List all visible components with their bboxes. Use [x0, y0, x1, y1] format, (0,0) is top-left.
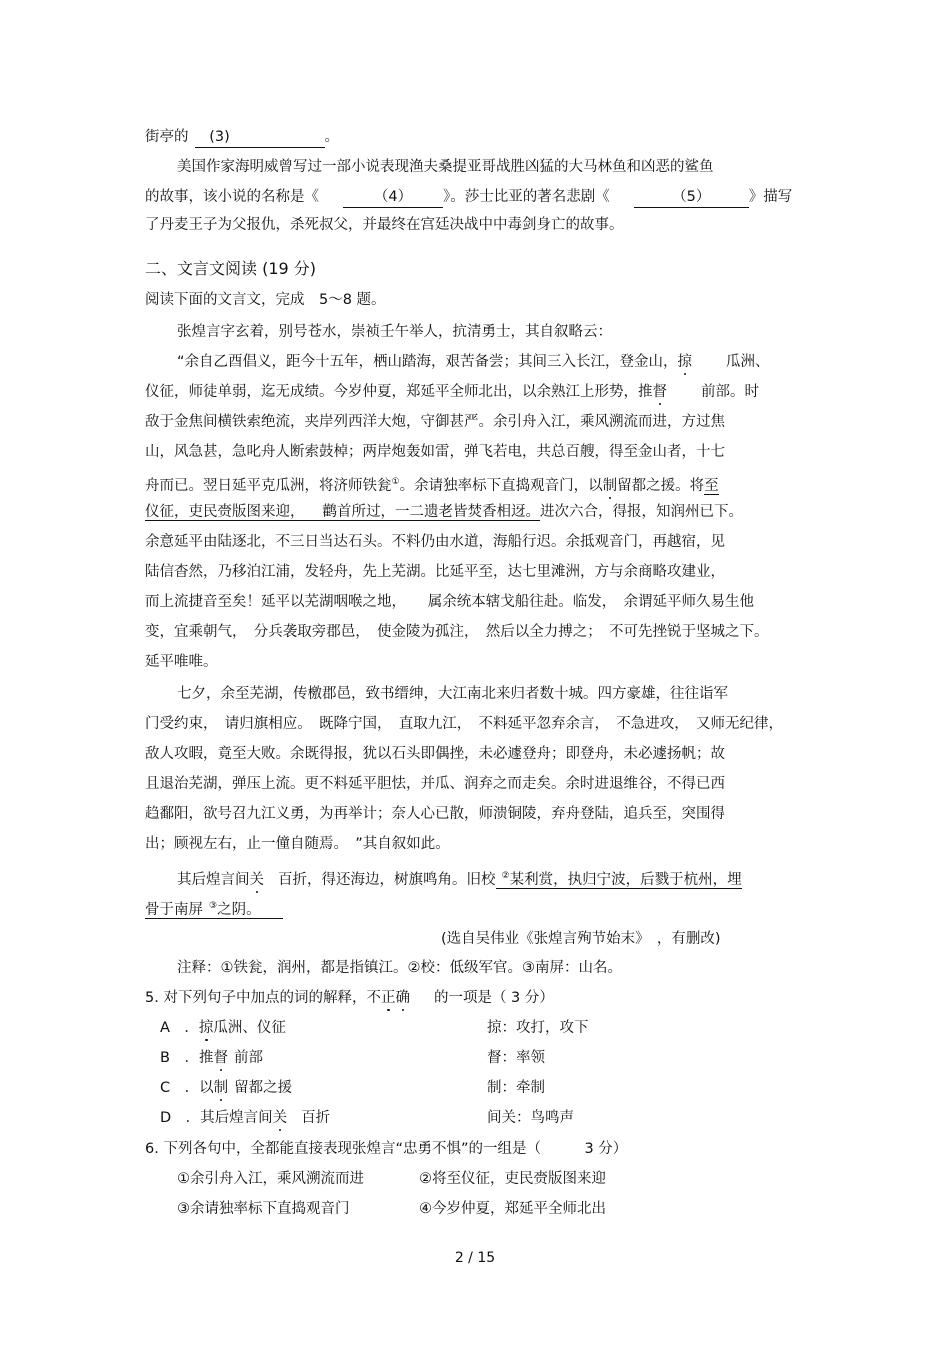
note-marker-1: ①: [391, 477, 400, 487]
passage-text: 瓜洲、: [726, 354, 770, 370]
underlined-sentence: [145, 902, 283, 919]
section-2-title: 二、文言文阅读 (19 分): [145, 259, 317, 278]
dotted-char-zhi: 制: [602, 478, 618, 494]
dotted-char: 确: [395, 990, 410, 1006]
q5-option-b[interactable]: [160, 1048, 263, 1068]
blank-3-line: [145, 127, 339, 148]
underlined-text: 之阴。: [217, 902, 261, 918]
dotted-char: 制: [213, 1080, 229, 1096]
q6-item-2: ②将至仪征，吏民赍版图来迎: [419, 1171, 606, 1187]
blank-5-field: （5）: [634, 187, 749, 208]
option-text: 百折: [301, 1110, 331, 1126]
passage-line-19: [145, 896, 283, 920]
underlined-sentence: 仪征，吏民赍版图来迎，: [145, 504, 305, 520]
passage-text: 进次六合，得报，知润州已下。: [540, 504, 743, 520]
underlined-sentence: [496, 872, 742, 889]
dotted-char: 关: [272, 1110, 288, 1126]
q5-option-d-explanation: 间关：鸟鸣声: [487, 1110, 574, 1126]
passage-line-1: [177, 352, 770, 372]
q5-option-d[interactable]: [160, 1108, 330, 1128]
option-text: 瓜洲、仪征: [213, 1020, 286, 1036]
note-marker-2: ②: [501, 871, 510, 881]
passage-source: (选自吴伟业《张煌言殉节始末》 ，有删改): [441, 931, 721, 947]
passage-line-10: 变，宜乘朝气， 分兵袭取旁郡邑， 使金陵为孤注， 然后以全力搏之； 不可先挫锐于坚城之下。: [145, 624, 769, 640]
passage-line-3: 敌于金焦间横铁索绝流，夹岸列西洋大炮，守御甚严。余引舟入江，乘风溯流而进，方过焦: [145, 414, 725, 430]
hemingway-text-a: 的故事，该小说的名称是《: [145, 189, 319, 205]
passage-line-18: [177, 866, 742, 890]
underlined-sentence: 鹳首所过，一二遗老皆焚香相迓。: [305, 504, 541, 521]
question-6-stem: 6. 下列各句中，全都能直接表现张煌言“忠勇不惧”的一组是（ 3 分）: [145, 1141, 628, 1157]
dotted-char-guan: 关: [249, 872, 264, 888]
passage-line-17: 出；顾视左右，止一僮自随焉。 ”其自叙如此。: [145, 836, 450, 852]
hemingway-line-3: 了丹麦王子为父报仇，杀死叔父，并最终在宫廷决战中中毒剑身亡的故事。: [145, 217, 624, 233]
hemingway-line-1: 美国作家海明威曾写过一部小说表现渔夫桑提亚哥战胜凶猛的大马林鱼和凶恶的鲨鱼: [177, 159, 714, 175]
blank-3-prefix: 街亭的: [145, 129, 189, 145]
q6-item-1: ①余引舟入江，乘风溯流而进: [177, 1171, 364, 1187]
passage-line-9: 而上流捷音至矣！延平以芜湖咽喉之地， 属余统本辖戈船往赴。临发， 余谓延平师久易生他: [145, 594, 754, 610]
question-5-stem: [145, 988, 554, 1008]
passage-line-5: [145, 472, 719, 496]
hemingway-text-b: 》。莎士比亚的著名悲剧《: [443, 189, 610, 205]
q5-option-c[interactable]: [160, 1078, 292, 1098]
passage-line-7: 余意延平由陆逐北，不三日当达石头。不料仍由水道，海船行迟。余抵观音门，再越宿，见: [145, 534, 725, 550]
passage-line-11: 延平唯唯。: [145, 654, 218, 670]
passage-text: 前部。时: [701, 384, 759, 400]
passage-intro: 张煌言字玄着，别号苍水，崇祯壬午举人，抗清勇士，其自叙略云：: [177, 324, 612, 340]
dotted-char: 正: [380, 990, 396, 1006]
q5-stem-text: 的一项是（ 3 分）: [433, 990, 554, 1006]
q5-stem-text: 5. 对下列句子中加点的词的解释，不: [145, 990, 381, 1006]
q5-option-b-explanation: 督：率领: [487, 1050, 545, 1066]
passage-line-15: 且退治芜湖，弹压上流。更不料延平胆怯，并瓜、润弃之而走矣。余时进退维谷，不得已西: [145, 776, 725, 792]
passage-text: 。余请独率标下直捣观音门，以: [399, 478, 603, 494]
option-label: A ．: [160, 1020, 199, 1036]
dotted-char-lue: 掠: [677, 354, 693, 370]
dotted-char: 掠: [198, 1020, 214, 1036]
underlined-text: 骨于南屏: [145, 902, 203, 918]
q6-item-3: ③余请独率标下直捣观音门: [177, 1201, 350, 1217]
underlined-text: 某利赏，执归宁波，后戮于杭州，埋: [509, 872, 742, 888]
option-text: 留都之援: [234, 1080, 293, 1096]
hemingway-text-c: 》描写: [748, 189, 793, 205]
dotted-char: 督: [213, 1050, 228, 1066]
dotted-char-du: 督: [652, 384, 667, 400]
underlined-text: 至: [704, 478, 719, 494]
passage-text: 其后煌言间: [177, 872, 250, 888]
passage-line-8: 陆信杳然，乃移泊江浦，发轻舟，先上芜湖。比延平至，达七里滩洲，方与余商略攻建业，: [145, 564, 725, 580]
passage-line-4: 山，风急甚，急叱舟人断索鼓棹；两岸炮轰如雷，弹飞若电，共总百艘，得至金山者，十七: [145, 444, 725, 460]
passage-text: 仪征，师徒单弱，迄无成绩。今岁仲夏，郑延平全师北出，以余熟江上形势，推: [145, 384, 653, 400]
passage-notes: 注释：①铁瓮，润州，都是指镇江。②校：低级军官。③南屏：山名。: [177, 960, 622, 976]
passage-line-16: 趋鄱阳，欲号召九江义勇，为再举计；奈人心已散，师溃铜陵，弃舟登陆，追兵至，突围得: [145, 806, 725, 822]
option-label: D ．其后煌言间: [160, 1110, 273, 1126]
page-number: 2 / 15: [454, 1250, 496, 1266]
passage-line-14: 敌人攻暇，竟至大败。余既得报，犹以石头即偶挫，未必遽登舟；即登舟，未必遽扬帆；故: [145, 746, 725, 762]
q6-item-4: ④今岁仲夏，郑延平全师北出: [419, 1201, 606, 1217]
q5-option-c-explanation: 制：牵制: [487, 1080, 545, 1096]
blank-4-field: （4）: [343, 187, 443, 208]
blank-3-label: (3): [209, 129, 230, 145]
passage-line-13: 门受约束， 请归旗相应。 既降宁国， 直取九江， 不料延平忽弃余言， 不急进攻， 又师无纪律，: [145, 716, 783, 732]
blank-3-field: [195, 127, 325, 148]
q5-option-a-explanation: 掠：攻打，攻下: [487, 1020, 589, 1036]
q5-option-a[interactable]: [160, 1018, 286, 1038]
hemingway-line-2: [145, 187, 792, 208]
passage-line-2: [145, 382, 759, 402]
blank-3-suffix: 。: [324, 129, 339, 145]
passage-text: 百折，得还海边，树旗鸣角。旧校: [278, 872, 496, 888]
passage-line-6: [145, 502, 743, 522]
section-2-instruction: 阅读下面的文言文，完成 5～8 题。: [145, 292, 386, 308]
passage-text: 舟而已。翌日延平克瓜洲，将济师铁瓮: [145, 478, 392, 494]
option-text: 前部: [233, 1050, 263, 1066]
note-marker-3: ③: [209, 901, 218, 911]
option-label: B ．推: [160, 1050, 214, 1066]
passage-line-12: 七夕，余至芜湖，传檄郡邑，致书缙绅，大江南北来归者数十城。四方豪雄，往往诣军: [177, 686, 728, 702]
passage-text: “余自乙酉倡义，距今十五年，栖山踏海，艰苦备尝；其间三入长江，登金山，: [177, 354, 678, 370]
passage-text: 留都之援。将: [617, 478, 705, 494]
option-label: C ．以: [160, 1080, 214, 1096]
